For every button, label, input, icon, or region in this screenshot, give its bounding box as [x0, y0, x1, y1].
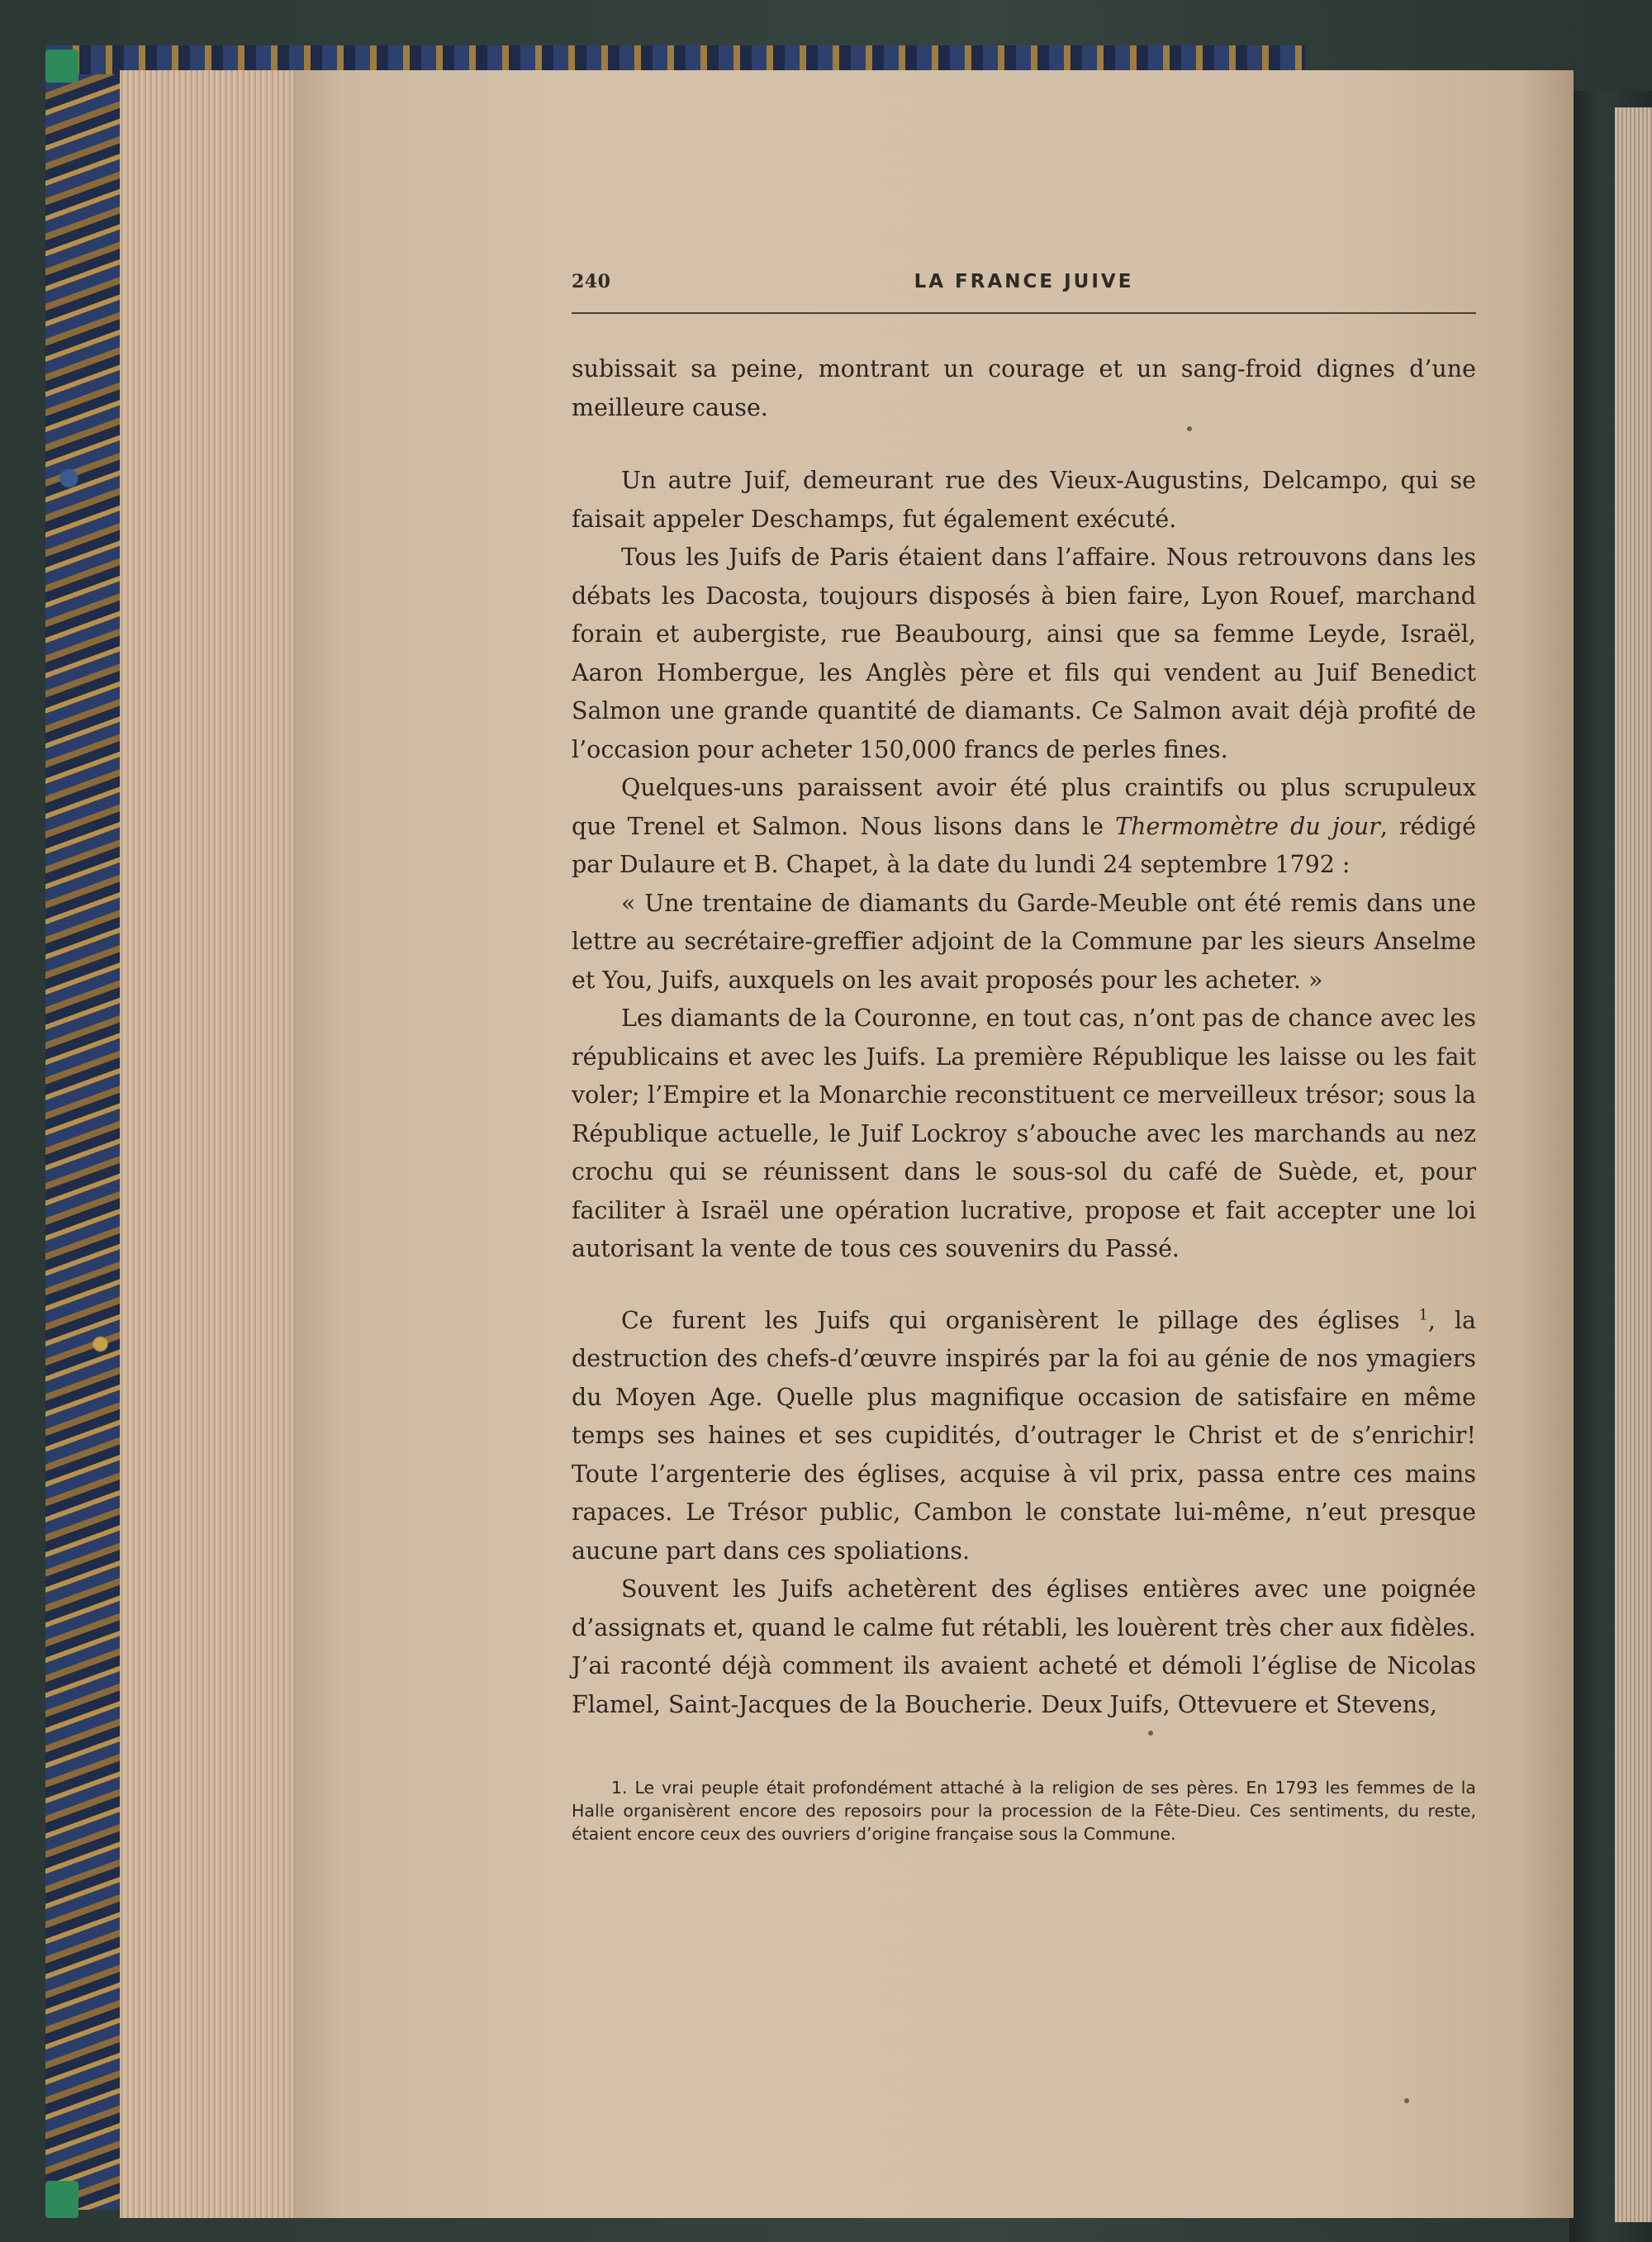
text-run: , rédigé par Dulaure et B. Chapet, à la date du lundi 24 septembre 1792 :	[572, 812, 1477, 878]
footnote-text: 1. Le vrai peuple était profondément attaché à la religion de ses pères. En 1793 les femmes de la Halle organisèrent encore des reposoirs pour la procession de la Fête-Dieu. Ces sentiments, du reste, étaient encore ceux des ouvriers d’origine française sous la Commune.	[572, 1778, 1476, 1844]
marbled-cover-left	[45, 45, 126, 2210]
footnote	[572, 1776, 1476, 1845]
page-number: 240	[572, 271, 611, 292]
paragraph: Un autre Juif, demeurant rue des Vieux-Augustins, Delcampo, qui se faisait appeler Deschamps, fut également exécuté.	[572, 467, 1476, 533]
paragraph	[572, 1302, 1476, 1571]
text-run: Quelques-uns paraissent avoir été plus craintifs ou plus scrupuleux que Trenel et Salmon. Nous lisons dans le	[572, 774, 1476, 840]
paper-speck	[1148, 1731, 1153, 1736]
paragraph: Souvent les Juifs achetèrent des églises entières avec une poignée d’assignats et, quand le calme fut rétabli, les louèrent très cher aux fidèles. J’ai raconté déjà comment ils avaient acheté et démoli l’église de Nicolas Flamel, Saint-Jacques de la Boucherie. Deux Juifs, Ottevuere et Stevens,	[572, 1575, 1476, 1718]
italic-title: Thermomètre du jour	[1115, 812, 1380, 840]
paper-speck	[1187, 426, 1192, 431]
text-run: , la destruction des chefs-d’œuvre inspirés par la foi au génie de nos ymagiers du Moyen Age. Quelle plus magnifique occasion de satisfaire en même temps ses haines et ses cupidités, d’outrager le Christ et de s’enrichir! Toute l’argenterie des églises, acquise à vil prix, passa entre ces mains rapaces. Le Trésor public, Cambon le constate lui-même, n’eut presque aucune part dans ces spoliations.	[572, 1306, 1476, 1565]
page-stack-edges	[120, 70, 297, 2218]
binding-corner-bottom	[45, 2181, 78, 2218]
paragraph	[572, 769, 1476, 885]
body-text	[572, 350, 1476, 1724]
facing-page-edge	[1615, 107, 1652, 2222]
paragraph: subissait sa peine, montrant un courage et un sang-froid dignes d’une meilleure cause.	[572, 355, 1476, 421]
page-header	[572, 268, 1476, 301]
section-break	[572, 427, 1476, 462]
section-break	[572, 1269, 1476, 1302]
quotation: « Une trentaine de diamants du Garde-Meuble ont été remis dans une lettre au secrétaire-greffier adjoint de la Commune par les sieurs Anselme et You, Juifs, auxquels on les avait proposés pour les acheter. »	[572, 889, 1476, 994]
binding-corner-top	[45, 50, 78, 83]
footnote-marker: 1	[1418, 1306, 1428, 1323]
running-title: LA FRANCE JUIVE	[914, 271, 1134, 292]
paragraph: Tous les Juifs de Paris étaient dans l’affaire. Nous retrouvons dans les débats les Dacosta, toujours disposés à bien faire, Lyon Rouef, marchand forain et aubergiste, rue Beaubourg, ainsi que sa femme Leyde, Israël, Aaron Hombergue, les Anglès père et fils qui vendent au Juif Benedict Salmon une grande quantité de diamants. Ce Salmon avait déjà profité de l’occasion pour acheter 150,000 francs de perles fines.	[572, 544, 1476, 763]
paper-speck	[1404, 2098, 1409, 2103]
paragraph: Les diamants de la Couronne, en tout cas, n’ont pas de chance avec les républicains et avec les Juifs. La première République les laisse ou les fait voler; l’Empire et la Monarchie reconstituent ce merveilleux trésor; sous la République actuelle, le Juif Lockroy s’abouche avec les marchands au nez crochu qui se réunissent dans le sous-sol du café de Suède, et, pour faciliter à Israël une opération lucrative, propose et fait accepter une loi autorisant la vente de tous ces souvenirs du Passé.	[572, 1005, 1476, 1262]
header-rule	[572, 312, 1476, 314]
text-run: Ce furent les Juifs qui organisèrent le pillage des églises	[621, 1306, 1400, 1334]
